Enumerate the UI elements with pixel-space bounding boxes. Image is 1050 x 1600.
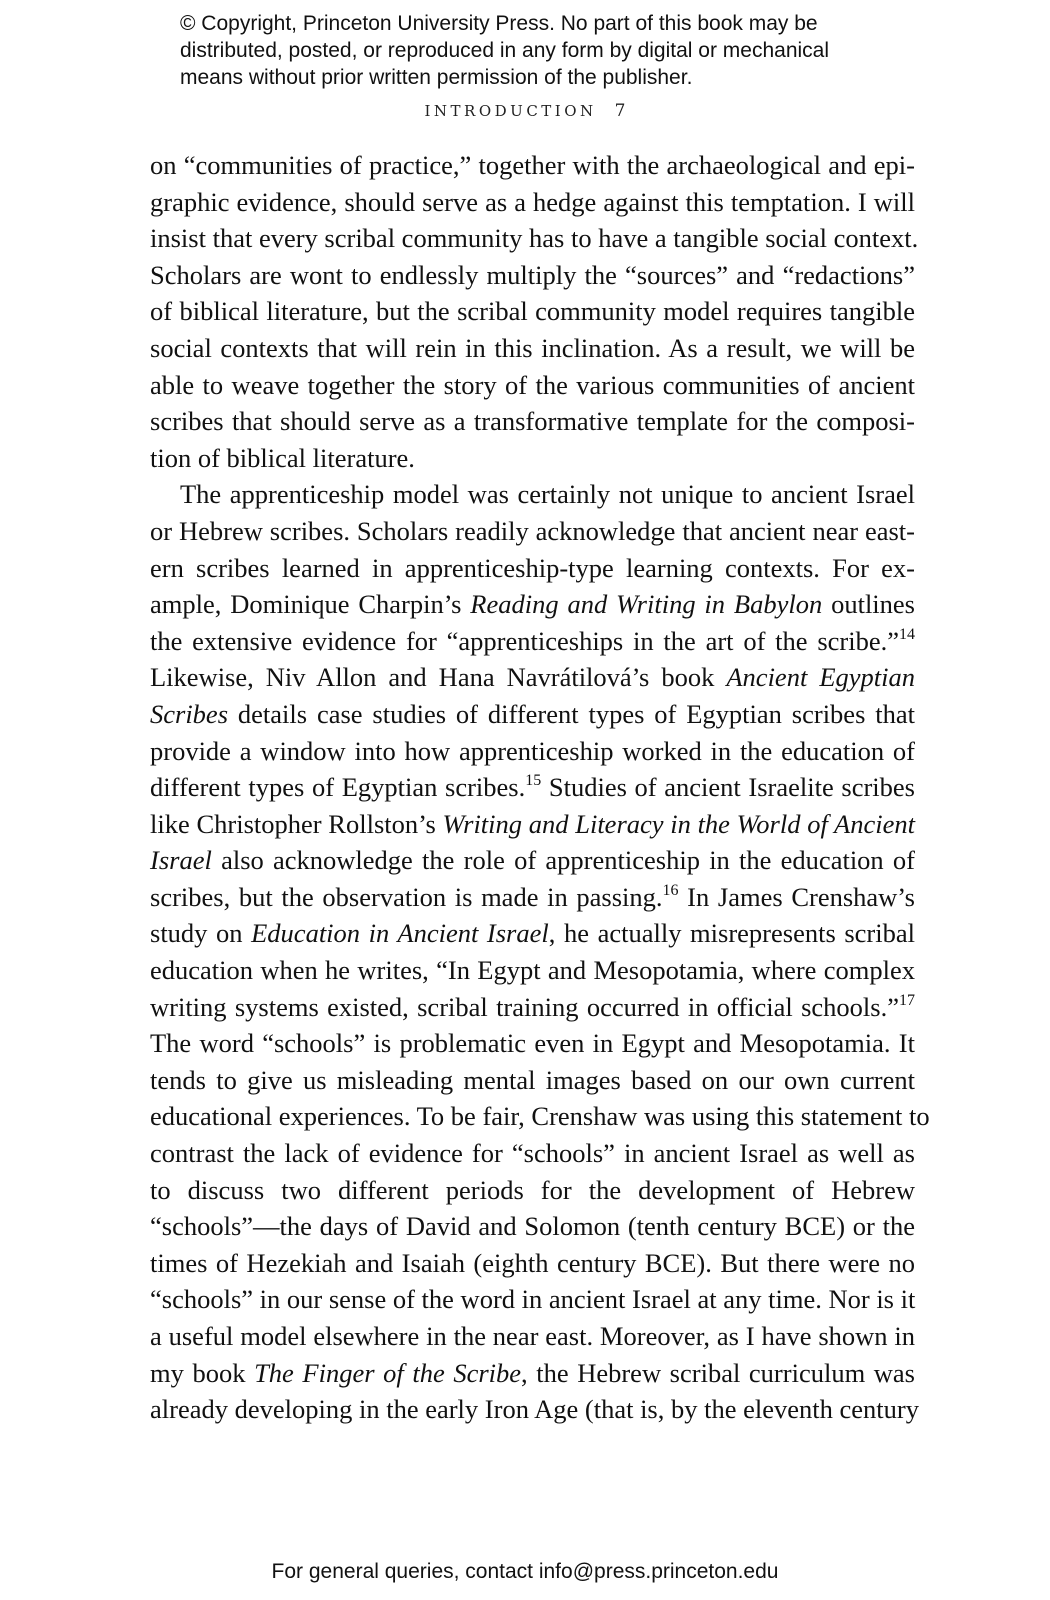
text-segment: to discuss two different periods for the development of Hebrew [150, 1174, 915, 1205]
text-segment: The word “schools” is problematic even in Egypt and Mesopotamia. It [150, 1028, 915, 1059]
text-segment: also acknowledge the role of apprenticeship in the education of [211, 845, 915, 876]
italic-title: Ancient Egyptian [726, 662, 915, 693]
text-line [150, 989, 915, 1026]
text-segment: times of Hezekiah and Isaiah (eighth century BCE). But there were no [150, 1247, 915, 1278]
text-segment: contrast the lack of evidence for “schools” in ancient Israel as well as [150, 1138, 915, 1169]
text-line [150, 1245, 915, 1282]
italic-title: Writing and Literacy in the World of Ancient [442, 808, 915, 839]
footnote-ref: 15 [525, 772, 542, 790]
text-line [150, 1208, 915, 1245]
text-segment: social contexts that will rein in this inclination. As a result, we will be [150, 332, 915, 363]
italic-title: Education in Ancient Israel [251, 918, 549, 949]
text-segment: already developing in the early Iron Age (that is, by the eleventh century [150, 1394, 919, 1425]
running-head [0, 101, 1050, 121]
text-segment: or Hebrew scribes. Scholars readily acknowledge that ancient near east- [150, 515, 915, 546]
text-line [150, 659, 915, 696]
text-segment: writing systems existed, scribal training occurred in official schools.” [150, 991, 899, 1022]
running-head-title: INTRODUCTION [424, 102, 597, 120]
text-segment: outlines [822, 589, 915, 620]
italic-title: Scribes [150, 698, 229, 729]
text-segment: ample, Dominique Charpin’s [150, 589, 471, 620]
text-segment: education when he writes, “In Egypt and Mesopotamia, where complex [150, 955, 915, 986]
footer-contact: For general queries, contact info@press.princeton.edu [271, 1560, 779, 1583]
text-line [150, 915, 915, 952]
text-line [150, 293, 915, 330]
text-line [150, 147, 915, 184]
text-segment: graphic evidence, should serve as a hedge against this temptation. I will [150, 186, 915, 217]
italic-title: The Finger of the Scribe [254, 1357, 522, 1388]
text-segment: the extensive evidence for “apprenticeships in the art of the scribe.” [150, 625, 899, 656]
text-line [150, 184, 915, 221]
italic-title: Reading and Writing in Babylon [470, 589, 823, 620]
text-segment: ern scribes learned in apprenticeship-type learning contexts. For ex- [150, 552, 915, 583]
text-segment: “schools” in our sense of the word in ancient Israel at any time. Nor is it [150, 1284, 916, 1315]
text-segment: Likewise, Niv Allon and Hana Navrátilová’s book [150, 662, 727, 693]
text-segment: educational experiences. To be fair, Crenshaw was using this statement to [150, 1101, 930, 1132]
text-segment: provide a window into how apprenticeship worked in the education of [150, 735, 915, 766]
text-line [150, 513, 915, 550]
text-line [150, 440, 915, 477]
text-line [150, 476, 915, 513]
text-line [150, 1172, 915, 1209]
text-segment: “schools”—the days of David and Solomon (tenth century BCE) or the [150, 1211, 915, 1242]
text-segment: different types of Egyptian scribes. [150, 772, 526, 803]
text-line [150, 1062, 915, 1099]
footnote-ref: 14 [899, 625, 915, 643]
text-segment: Studies of ancient Israelite scribes [541, 772, 915, 803]
text-segment: like Christopher Rollston’s [150, 808, 443, 839]
text-segment: tion of biblical literature. [150, 442, 415, 473]
text-line [150, 220, 919, 257]
text-segment: insist that every scribal community has to have a tangible social context. [150, 223, 919, 254]
text-segment: my book [150, 1357, 255, 1388]
text-line [150, 769, 915, 806]
text-segment: Scholars are wont to endlessly multiply the “sources” and “redactions” [150, 259, 915, 290]
text-segment: details case studies of different types of Egyptian scribes that [228, 698, 915, 729]
page-number: 7 [614, 101, 626, 121]
text-line [150, 586, 915, 623]
text-segment: able to weave together the story of the various communities of ancient [150, 369, 915, 400]
text-line [150, 952, 915, 989]
text-line [150, 1281, 915, 1318]
text-segment: In James Crenshaw’s [678, 881, 915, 912]
text-line [150, 1025, 915, 1062]
footnote-ref: 16 [662, 881, 679, 899]
text-line [150, 330, 915, 367]
text-line [150, 550, 915, 587]
text-segment: tends to give us misleading mental images based on our own current [150, 1064, 915, 1095]
text-line [150, 257, 915, 294]
text-line [150, 1135, 915, 1172]
footnote-ref: 17 [899, 991, 915, 1009]
text-line [150, 806, 915, 843]
text-segment: on “communities of practice,” together with the archaeological and epi- [150, 150, 915, 180]
text-line [150, 1318, 915, 1355]
body-text [150, 147, 930, 1428]
text-segment: The apprenticeship model was certainly not unique to ancient Israel [180, 479, 915, 510]
text-line [150, 733, 915, 770]
text-line [150, 367, 915, 404]
text-line [150, 1391, 919, 1428]
text-segment: , the Hebrew scribal curriculum was [521, 1357, 915, 1388]
text-line [150, 879, 915, 916]
text-line [150, 842, 915, 879]
italic-title: Israel [150, 845, 212, 876]
text-segment: scribes, but the observation is made in passing. [150, 881, 663, 912]
text-line [150, 623, 915, 660]
text-segment: , he actually misrepresents scribal [548, 918, 915, 949]
text-line [150, 696, 915, 733]
text-segment: study on [150, 918, 252, 949]
text-segment: a useful model elsewhere in the near east. Moreover, as I have shown in [150, 1321, 915, 1351]
text-line [150, 403, 915, 440]
text-segment: scribes that should serve as a transformative template for the composi- [150, 406, 915, 437]
copyright-notice: © Copyright, Princeton University Press. No part of this book may be distributed, posted, or reproduced in any form by digital or mechanical means without prior written permission of the publisher. [180, 12, 830, 89]
text-line [150, 1355, 915, 1392]
text-line [150, 1098, 930, 1135]
text-segment: of biblical literature, but the scribal community model requires tangible [150, 296, 915, 327]
